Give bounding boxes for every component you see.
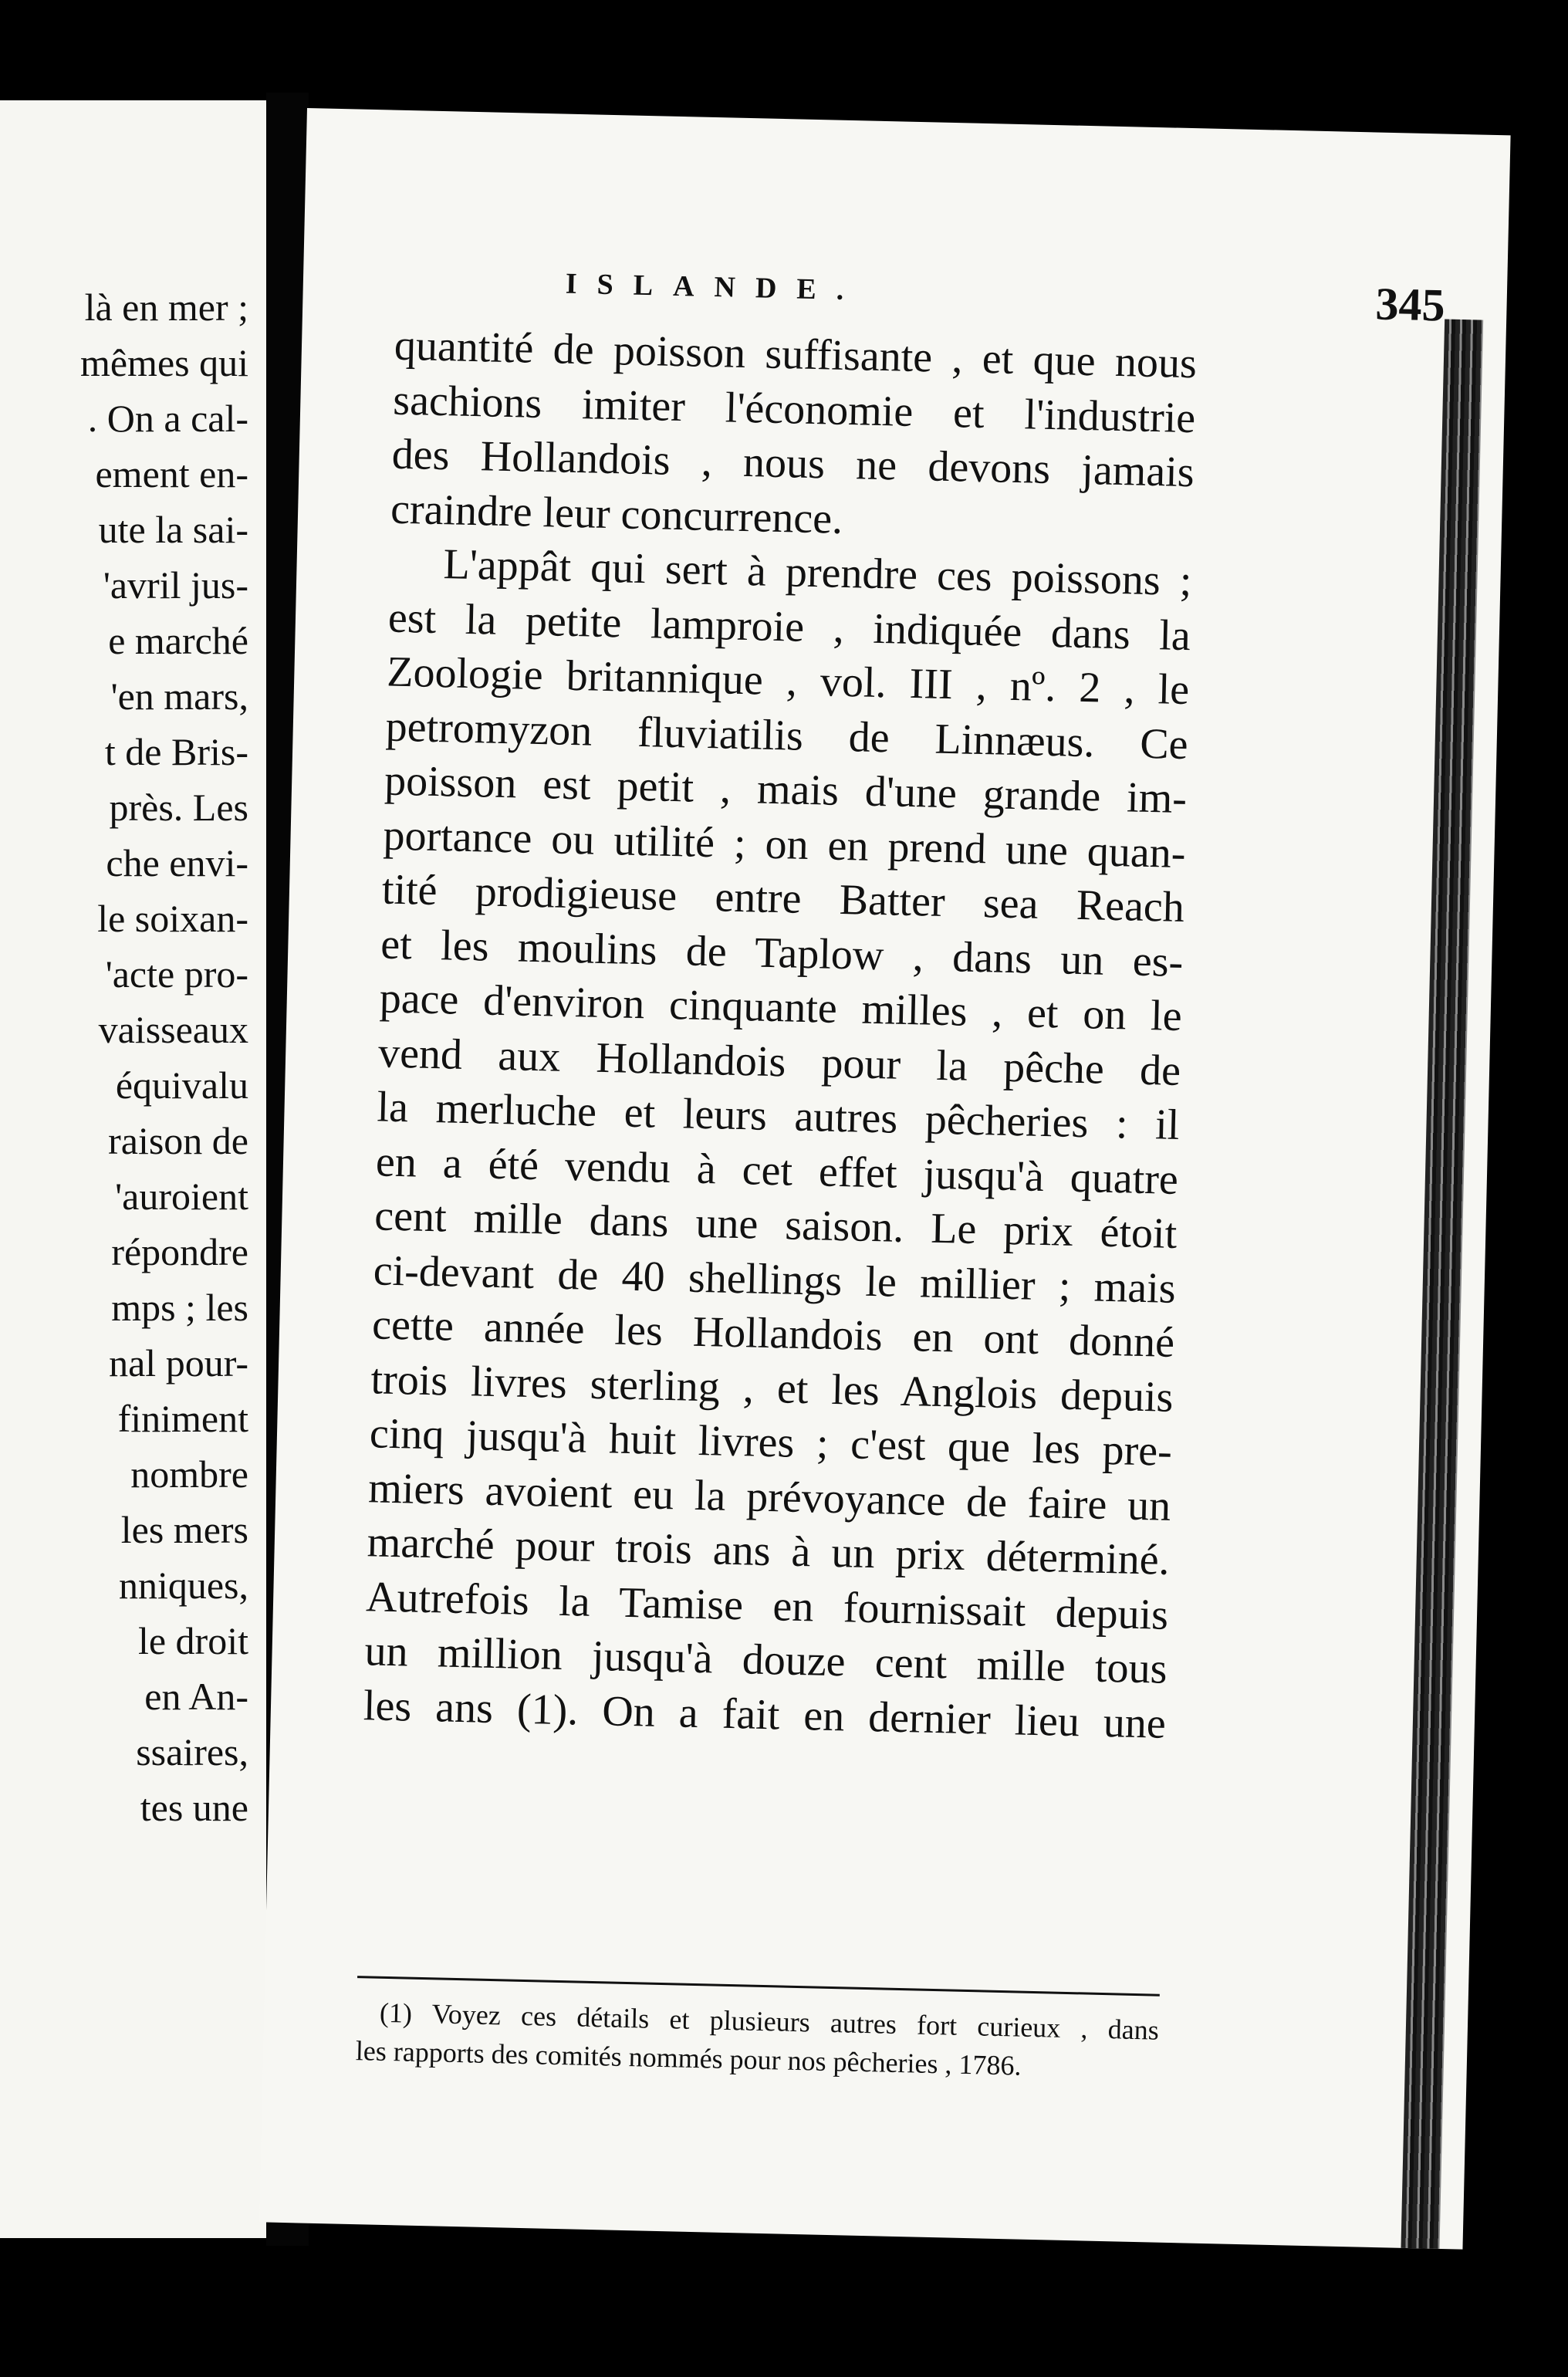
left-line: raison de — [108, 1119, 248, 1162]
body-line: un million jusqu'à douze cent mille tous — [363, 1627, 1168, 1693]
left-line: ement en- — [95, 452, 248, 495]
page-number: 345 — [1374, 278, 1446, 331]
left-line: équivalu — [115, 1063, 248, 1107]
body-line: ci-devant de 40 shellings le millier ; mais — [373, 1246, 1177, 1313]
body-line: portance ou utilité ; on en prend une quan- — [382, 810, 1187, 877]
left-line: nal pour- — [109, 1341, 248, 1385]
body-line: en a été vendu à cet effet jusqu'à quatre — [375, 1137, 1179, 1204]
left-line: 'en mars, — [110, 675, 248, 718]
body-line: tité prodigieuse entre Batter sea Reach — [381, 865, 1185, 932]
left-line: nniques, — [118, 1564, 248, 1607]
left-line: tes une — [140, 1786, 248, 1829]
footnote-line: (1) Voyez ces détails et plusieurs autres fort curieux , dans — [379, 1997, 1160, 2046]
body-line: marché pour trois ans à un prix déterminé. — [367, 1518, 1171, 1584]
left-line: 'auroient — [115, 1175, 248, 1218]
left-line: là en mer ; — [84, 286, 248, 329]
body-line: et les moulins de Taplow , dans un es- — [380, 919, 1184, 986]
left-line: le droit — [137, 1619, 248, 1662]
body-line: sachions imiter l'économie et l'industrie — [392, 376, 1196, 442]
body-line: les ans (1). On a fait en dernier lieu une — [363, 1681, 1167, 1748]
left-line: ute la sai- — [98, 508, 248, 551]
body-line: des Hollandois , nous ne devons jamais — [391, 430, 1195, 497]
footnotes — [355, 1993, 1159, 2088]
body-line: est la petite lamproie , indiquée dans la — [387, 593, 1191, 660]
body-line: craindre leur concurrence. — [390, 485, 843, 543]
left-line: répondre — [111, 1230, 248, 1273]
left-line: près. Les — [109, 786, 248, 829]
left-line: le soixan- — [97, 897, 248, 940]
left-line: mêmes qui — [79, 341, 248, 384]
footnote-line: les rapports des comités nommés pour nos pêcheries , 1786. — [355, 2035, 1022, 2081]
left-line: mps ; les — [111, 1286, 248, 1329]
body-line: quantité de poisson suffisante , et que nous — [394, 321, 1198, 388]
left-line: e marché — [108, 619, 248, 662]
left-page — [0, 100, 266, 2238]
body-line: trois livres sterling , et les Anglois depuis — [370, 1354, 1174, 1422]
body-line: pace d'environ cinquante milles , et on le — [379, 974, 1183, 1041]
left-line: ssaires, — [136, 1730, 248, 1773]
body-line: la merluche et leurs autres pêcheries : il — [376, 1083, 1181, 1149]
body-line: poisson est petit , mais d'une grande im- — [384, 756, 1188, 823]
body-text — [363, 319, 1197, 1751]
left-line: t de Bris- — [104, 730, 248, 773]
body-line: cent mille dans une saison. Le prix étoit — [373, 1192, 1178, 1258]
left-line: en An- — [144, 1675, 248, 1718]
body-line: Zoologie britannique , vol. III , nº. 2 , le — [386, 648, 1190, 715]
body-line: cette année les Hollandois en ont donné — [371, 1300, 1175, 1367]
page-edges — [1397, 320, 1483, 2250]
body-line: vend aux Hollandois pour la pêche de — [377, 1028, 1181, 1095]
left-line: finiment — [117, 1397, 248, 1440]
body-line: cinq jusqu'à huit livres ; c'est que les pre- — [369, 1409, 1173, 1476]
right-page — [259, 108, 1511, 2250]
left-line: 'acte pro- — [105, 952, 248, 996]
left-line: . On a cal- — [87, 397, 248, 440]
footnote-rule — [357, 1976, 1160, 1997]
body-line: Autrefois la Tamise en fournissait depuis — [365, 1572, 1169, 1639]
left-line: vaisseaux — [98, 1008, 248, 1051]
running-head: ISLANDE. — [565, 267, 864, 307]
left-page-text — [0, 279, 255, 1835]
left-line: che envi- — [106, 841, 248, 884]
body-line: miers avoient eu la prévoyance de faire un — [367, 1463, 1171, 1530]
body-line: L'appât qui sert à prendre ces poissons ; — [442, 540, 1193, 606]
left-line: 'avril jus- — [103, 563, 248, 607]
left-line: nombre — [130, 1452, 248, 1496]
body-line: petromyzon fluviatilis de Linnæus. Ce — [385, 702, 1189, 769]
left-line: les mers — [120, 1508, 248, 1551]
